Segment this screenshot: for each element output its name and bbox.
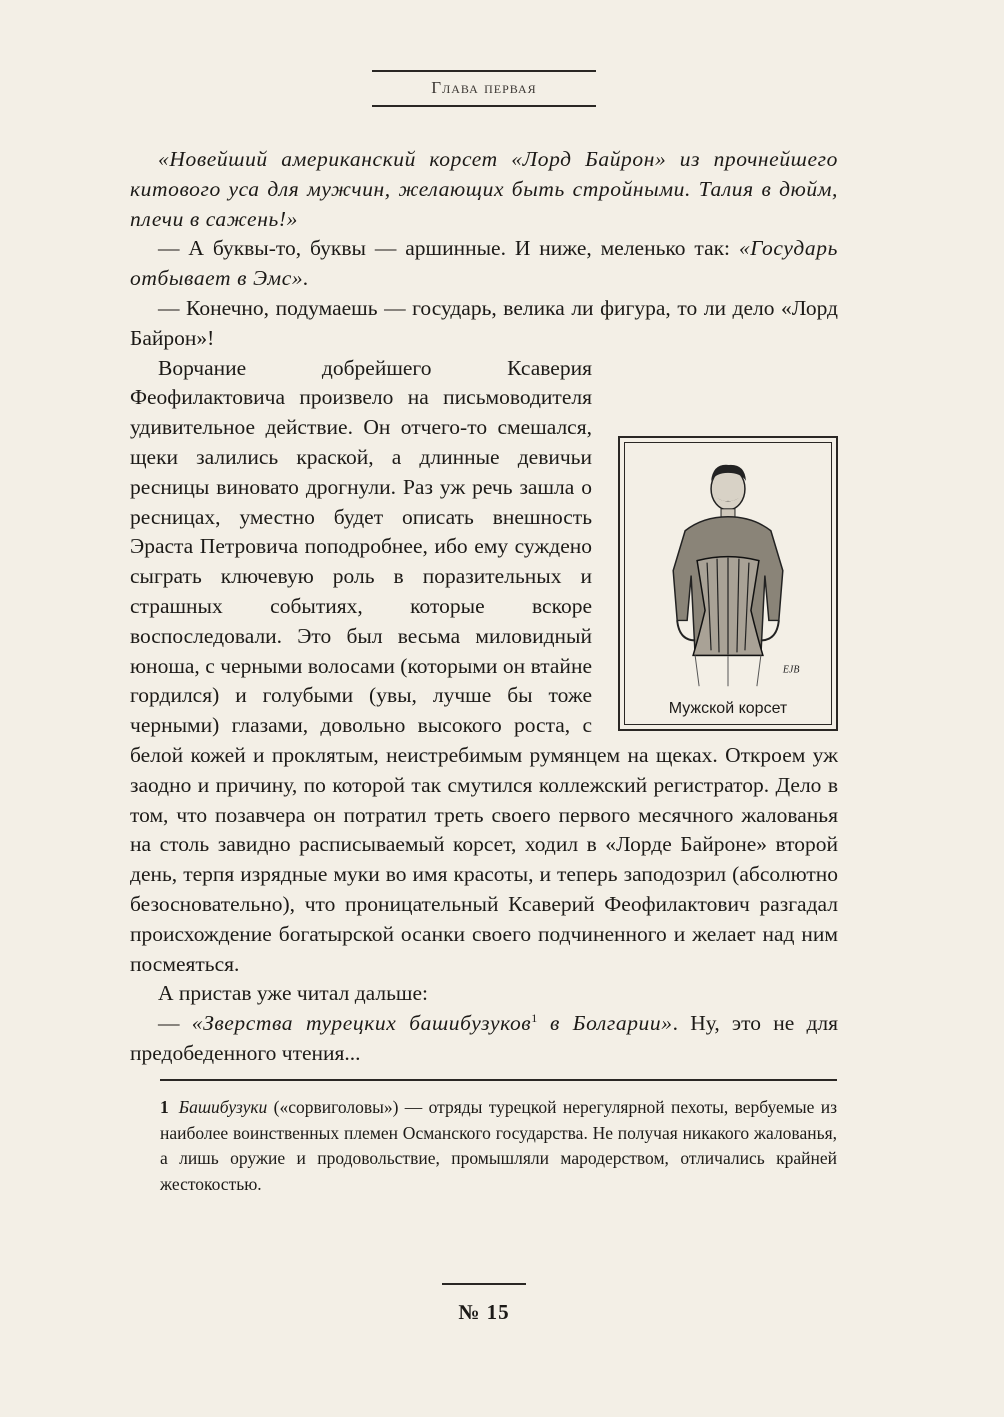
paragraph-reading: А пристав уже читал дальше: [158,981,428,1006]
page-number: № 15 [458,1300,510,1324]
paragraph-description [130,354,838,980]
paragraph-byron: — Конечно, подумаешь — государь, велика ли фигура, то ли дело «Лорд Байрон»! [130,295,838,350]
footnote-text: («сорвиголовы») — отряды турецкой нерегулярной пехоты, вербуемые из наиболее воинственных племен Османского государства. Не получая никакого жалованья, а лишь оружие и продовольствие, промышляли мародерством, отличались крайней жестокостью. [160,1097,837,1194]
letters-text: — А буквы-то, буквы — аршинные. И ниже, меленько так: [158,236,739,261]
paragraph-letters [130,234,838,294]
footnote-rule [160,1079,837,1081]
figure-caption: Мужской корсет [668,699,788,717]
footnote-number: 1 [160,1097,169,1117]
corset-illustration [633,451,823,690]
chapter-title: Глава первая [431,78,537,97]
footnote-ref[interactable]: 1 [531,1010,538,1025]
tsar-quote: «Государь отбывает в Эмс». [130,236,838,291]
dash: — [158,1011,192,1036]
description-text: Ворчание добрейшего Ксаверия Феофилактовича произвело на письмоводителя удивительное действие. Он отчего-то смешался, щеки залились краской, а длинные девичьи ресницы виновато дрогнули. Раз уж речь зашла о ресницах, уместно будет описать внешность Эраста Петровича поподробнее, ибо ему суждено сыграть ключевую роль в поразительных и страшных событиях, которые вскоре воспоследовали. Это был весьма миловидный юноша, с черными волосами (которыми он втайне гордился) и голубыми (увы, лучше бы тоже черными) глазами, довольно высокого роста, с белой кожей и проклятым, неистребимым румянцем на щеках. Откроем уж заодно и причину, по которой так смутился коллежский регистратор. Дело в том, что позавчера он потратил треть своего первого месячного жалованья на столь завидно расписываемый корсет, ходил в «Лорде Байроне» второй день, терпя изрядные муки во имя красоты, и теперь заподозрил (абсолютно безосновательно), что проницательный Ксаверий Феофилактович разгадал происхождение богатырской осанки своего подчиненного и желает над ним посмеяться. [130,355,838,976]
footnote-term: Башибузуки [178,1097,268,1117]
page-number-rule [442,1283,526,1285]
bulgaria-tail: . Ну, это не для предобеденного чтения... [130,1011,839,1065]
header-bottom-rule [372,105,596,107]
running-header [372,70,596,107]
bulgaria-quote-a: «Зверства турецких башибузуков [191,1011,532,1036]
paragraph-bulgaria [130,1009,838,1069]
advert-quote: «Новейший американский корсет «Лорд Байрон» из прочнейшего китового уса для мужчин, желающих быть стройными. Талия в дюйм, плечи в сажень!» [130,147,838,231]
paragraph-advert [130,145,838,234]
main-text [130,145,838,1069]
footnote [160,1095,837,1197]
illustration-signature: EJB [782,663,800,675]
corset-figure [618,436,838,731]
figure-frame [624,442,832,725]
bulgaria-quote-b: в Болгарии» [537,1011,673,1036]
